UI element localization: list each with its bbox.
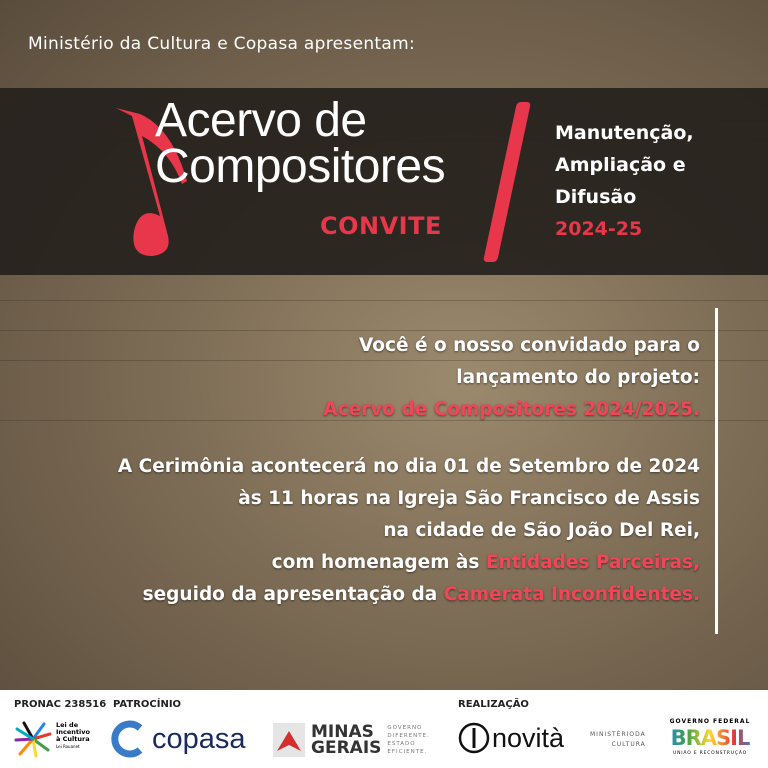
body-line: Você é o nosso convidado para o — [358, 335, 700, 356]
minas-tagline: ESTADO — [387, 741, 416, 747]
body-line — [118, 579, 700, 611]
subtitle-years: 2024-25 — [555, 218, 643, 240]
invitation-text — [118, 330, 700, 611]
body-highlight: Entidades Parceiras, — [485, 552, 700, 573]
lei-text: à Cultura — [56, 735, 90, 743]
brasil-text: BRASIL — [664, 725, 756, 751]
lei-text: Lei de — [56, 721, 79, 729]
minas-tagline: EFICIENTE. — [387, 749, 428, 755]
subtitle — [555, 117, 694, 245]
lei-incentivo-logo — [14, 720, 90, 762]
pronac-label: PRONAC 238516 — [14, 699, 107, 710]
minas-gerais-logo — [273, 723, 430, 757]
copasa-text: copasa — [152, 722, 246, 755]
minas-triangle-icon — [273, 723, 305, 757]
minc-text: CULTURA — [611, 741, 646, 748]
footer-sponsors — [0, 690, 768, 768]
body-text: com homenagem às — [271, 552, 486, 573]
convite-label: CONVITE — [320, 212, 442, 240]
body-highlight: Camerata Inconfidentes. — [443, 584, 700, 605]
body-text: seguido da apresentação da — [142, 584, 444, 605]
body-line: às 11 horas na Igreja São Francisco de Assis — [238, 488, 700, 509]
project-title — [155, 94, 446, 193]
vertical-divider — [715, 308, 718, 634]
realizacao-label: REALIZAÇÃO — [458, 699, 529, 710]
patrocinio-label: PATROCÍNIO — [113, 699, 182, 710]
gov-fed-tagline: UNIÃO E RECONSTRUÇÃO — [673, 751, 747, 756]
body-line: na cidade de São João Del Rei, — [383, 520, 700, 541]
copasa-icon — [110, 720, 146, 758]
minc-text: MINISTÉRIODA — [590, 731, 646, 738]
lei-text: Incentivo — [56, 728, 90, 736]
title-line1: Acervo de — [155, 94, 367, 147]
body-line-highlight: Acervo de Compositores 2024/2025. — [323, 399, 700, 420]
gov-fed-text: GOVERNO FEDERAL — [669, 718, 751, 725]
body-line: A Cerimônia acontecerá no dia 01 de Setembro de 2024 — [117, 456, 700, 477]
body-line — [118, 547, 700, 579]
minas-text: MINAS — [311, 722, 374, 742]
novita-text: novità — [492, 722, 565, 753]
minas-tagline: DIFERENTE. — [387, 733, 430, 739]
lei-incentivo-icon — [14, 720, 52, 758]
subtitle-line2: Ampliação e — [555, 154, 686, 176]
subtitle-line1: Manutenção, — [555, 122, 694, 144]
ministerio-cultura-logo — [590, 730, 646, 750]
novita-icon — [458, 722, 490, 754]
governo-federal-logo — [664, 718, 756, 756]
body-line: lançamento do projeto: — [456, 367, 700, 388]
presenters-text: Ministério da Cultura e Copasa apresentam: — [28, 34, 415, 54]
novita-logo — [458, 722, 564, 754]
copasa-logo — [110, 720, 246, 758]
minas-tagline: GOVERNO — [387, 725, 423, 731]
title-line2: Compositores — [155, 140, 446, 193]
subtitle-line3: Difusão — [555, 186, 637, 208]
lei-text: Lei Rouanet — [56, 744, 80, 749]
minas-text: GERAIS — [311, 738, 382, 758]
